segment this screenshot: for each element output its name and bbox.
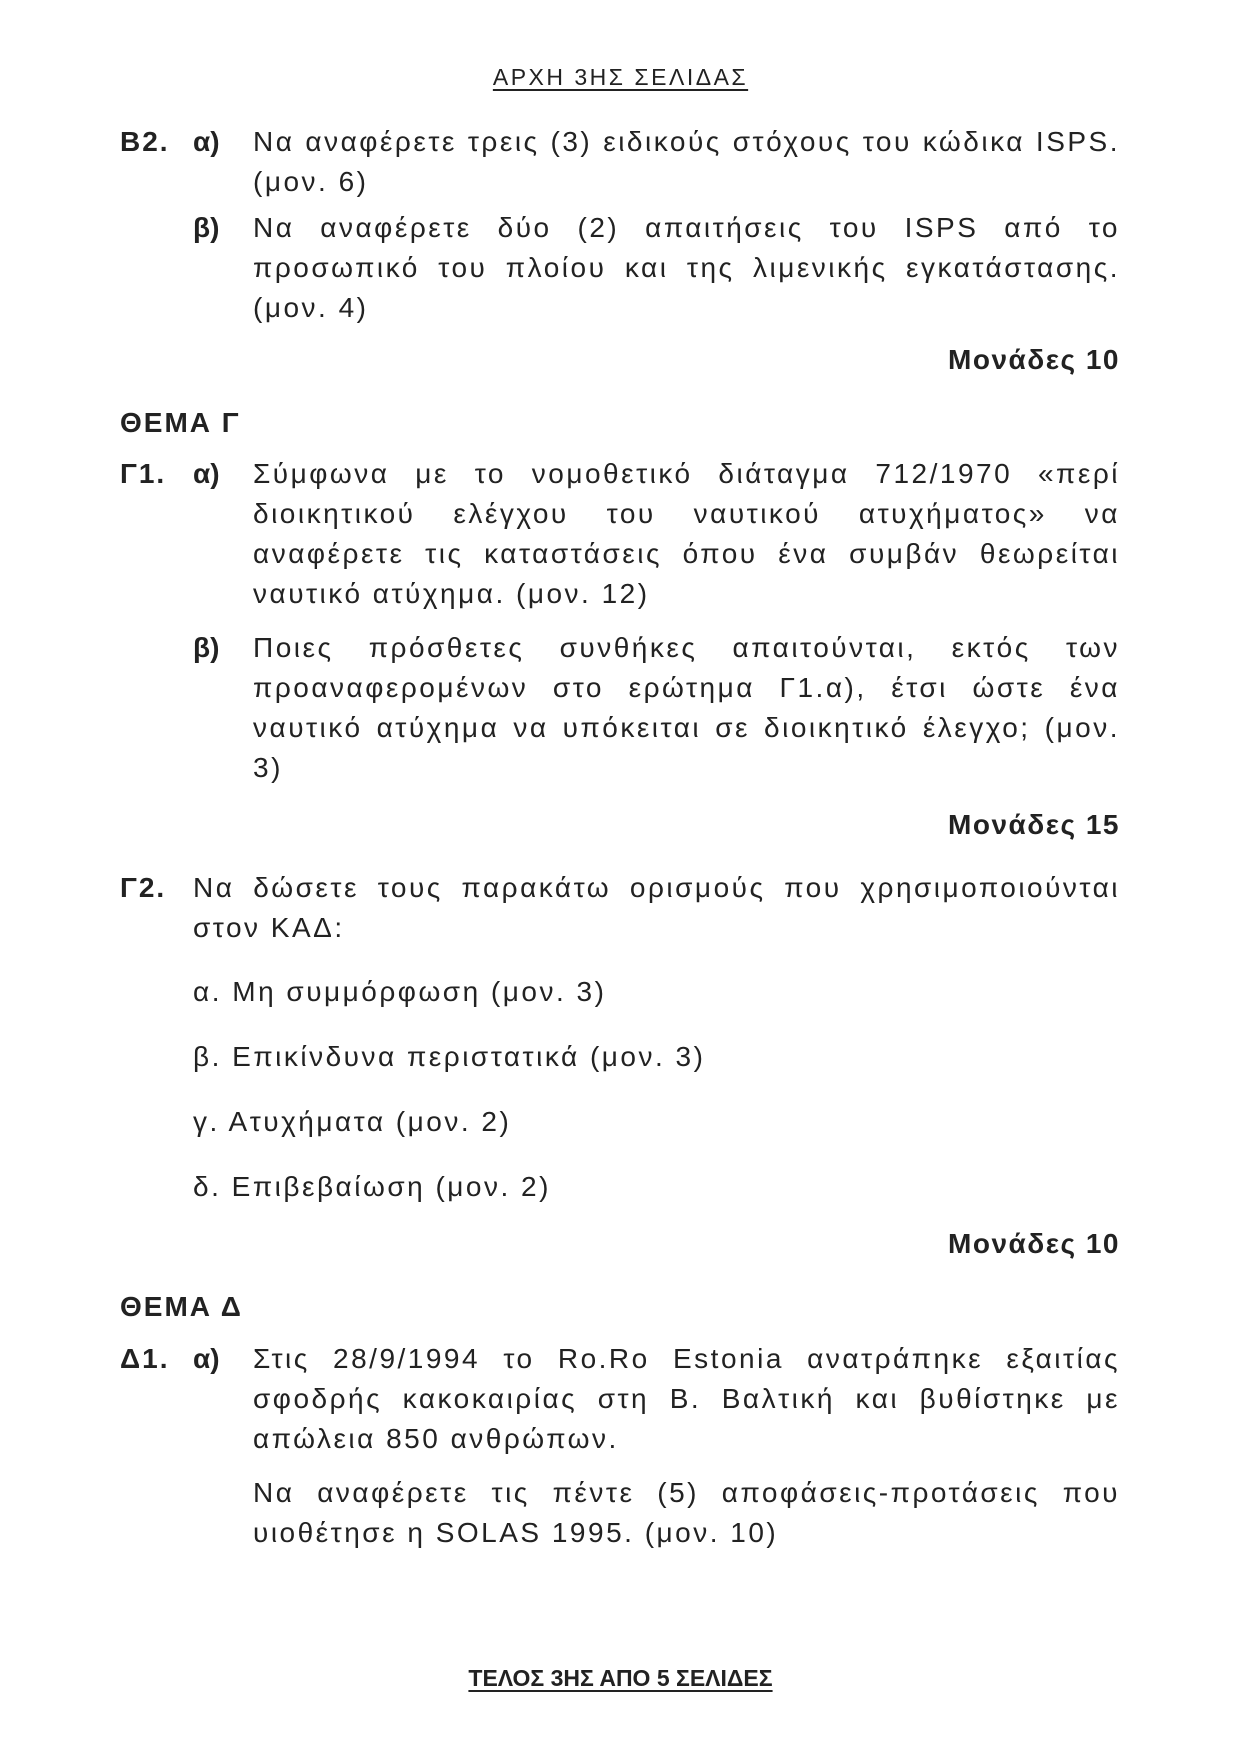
definition-item: α. Μη συμμόρφωση (μον. 3) [193,976,607,1007]
question-number: Γ1. [120,458,167,489]
definition-item: γ. Ατυχήματα (μον. 2) [193,1106,512,1137]
question-text: Να αναφέρετε δύο (2) απαιτήσεις του ISPS από το προσωπικό του πλοίου και της λιμενικής εγκατάστασης. (μον. 4) [253,212,1120,323]
marks-total: Μονάδες 10 [948,344,1120,375]
section-heading: ΘΕΜΑ Δ [120,1291,243,1322]
subquestion-label: α) [193,126,220,157]
marks-total: Μονάδες 10 [948,1228,1120,1259]
question-text: Να αναφέρετε τις πέντε (5) αποφάσεις-προτάσεις που υιοθέτησε η SOLAS 1995. (μον. 10) [253,1477,1120,1548]
page-footer: ΤΕΛΟΣ 3ΗΣ ΑΠΟ 5 ΣΕΛΙΔΕΣ [468,1665,773,1691]
question-text: Ποιες πρόσθετες συνθήκες απαιτούνται, εκτός των προαναφερομένων στο ερώτημα Γ1.α), έτσι ώστε ένα ναυτικό ατύχημα να υπόκειται σε διοικητικό έλεγχο; (μον. 3) [253,632,1120,783]
definition-item: δ. Επιβεβαίωση (μον. 2) [193,1171,551,1202]
question-number: Β2. [120,126,170,157]
question-number: Δ1. [120,1343,170,1374]
question-text: Να αναφέρετε τρεις (3) ειδικούς στόχους του κώδικα ISPS. (μον. 6) [253,126,1120,197]
page-header: ΑΡΧΗ 3ΗΣ ΣΕΛΙΔΑΣ [492,64,749,90]
question-number: Γ2. [120,872,167,903]
marks-total: Μονάδες 15 [948,809,1120,840]
subquestion-label: α) [193,1343,220,1374]
subquestion-label: β) [193,212,220,243]
question-text: Να δώσετε τους παρακάτω ορισμούς που χρησιμοποιούνται στον ΚΑΔ: [193,872,1120,943]
subquestion-label: α) [193,458,220,489]
definition-item: β. Επικίνδυνα περιστατικά (μον. 3) [193,1041,706,1072]
question-text: Σύμφωνα με το νομοθετικό διάταγμα 712/1970 «περί διοικητικού ελέγχου του ναυτικού ατυχήματος» να αναφέρετε τις καταστάσεις όπου ένα συμβάν θεωρείται ναυτικό ατύχημα. (μον. 12) [253,458,1120,609]
subquestion-label: β) [193,632,220,663]
question-text: Στις 28/9/1994 το Ro.Ro Estonia ανατράπηκε εξαιτίας σφοδρής κακοκαιρίας στη Β. Βαλτική και βυθίστηκε με απώλεια 850 ανθρώπων. [253,1343,1120,1454]
section-heading: ΘΕΜΑ Γ [120,407,241,438]
